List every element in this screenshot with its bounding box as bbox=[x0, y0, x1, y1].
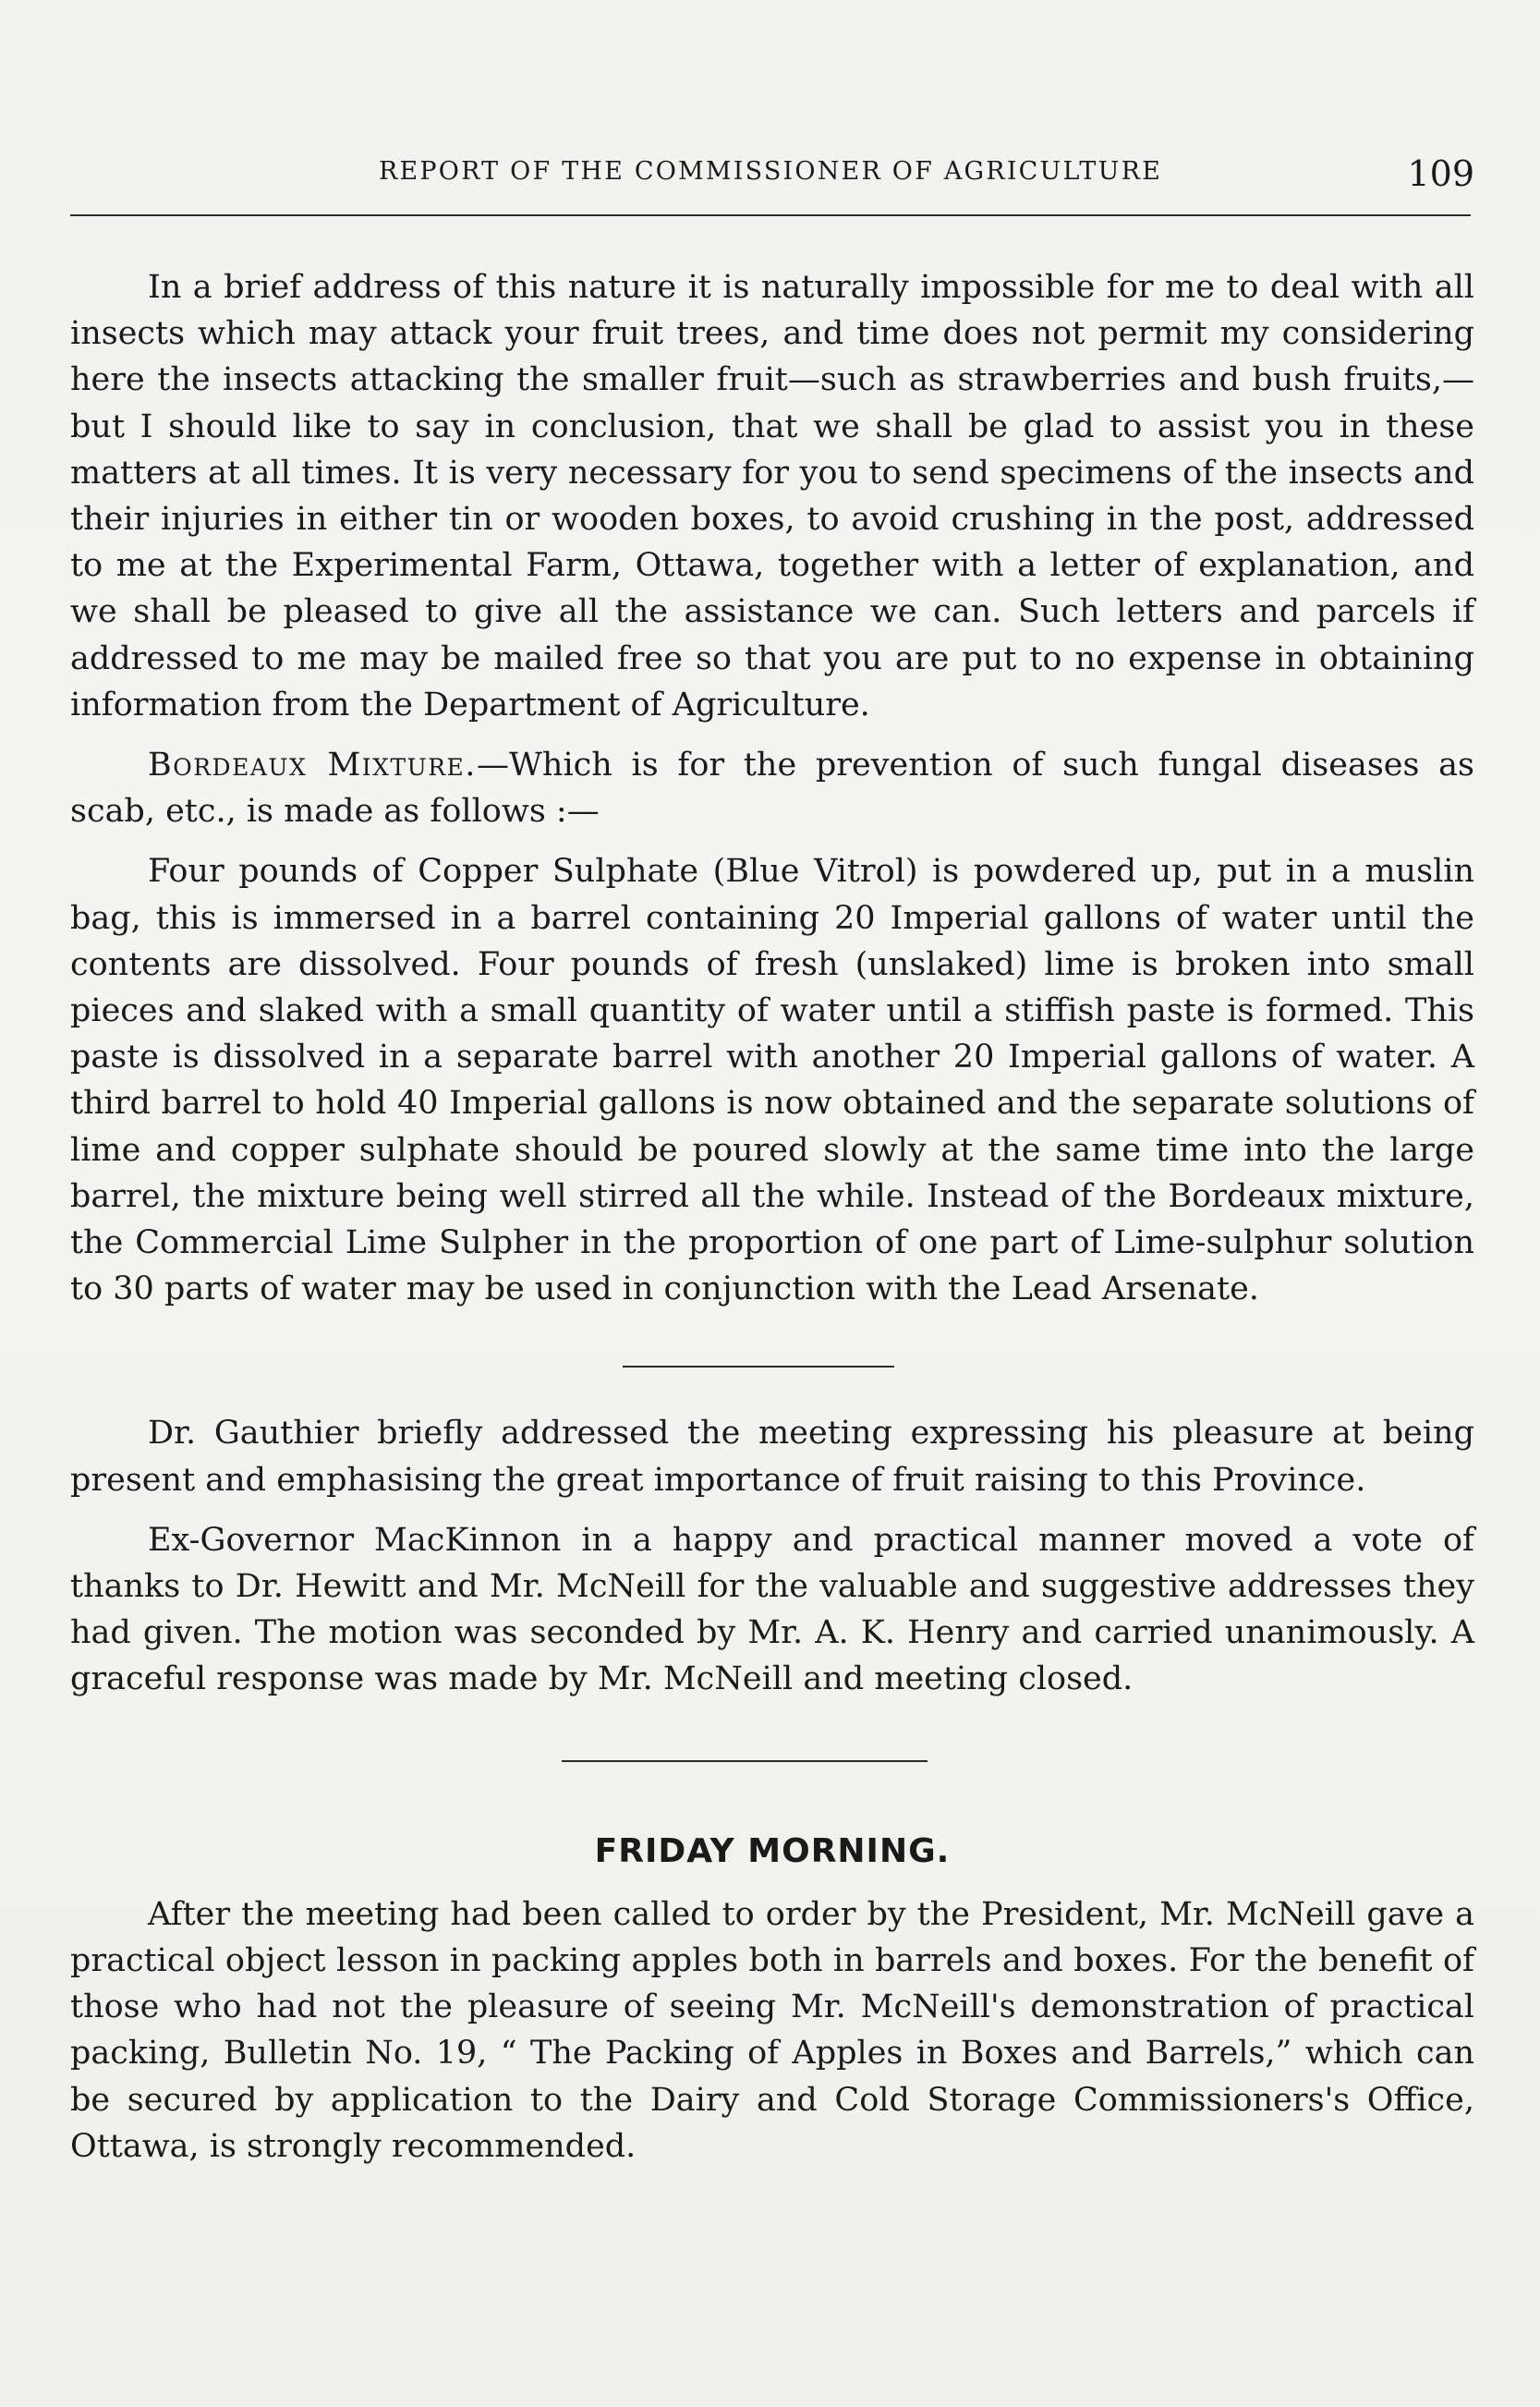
paragraph-friday-morning: After the meeting had been called to order by the President, Mr. McNeill gave a practical object lesson in packing apples both in barrels and boxes. For the benefit of those who had not the pleasure of seeing Mr. McNeill's demonstration of practical packing, Bulletin No. 19, “ The Packing of Apples in Boxes and Barrels,” which can be secured by application to the Dairy and Cold Storage Commissioners's Office, Ottawa, is strongly recommended. bbox=[70, 1895, 1474, 2165]
paragraph-mackinnon: Ex-Governor MacKinnon in a happy and practical manner moved a vote of thanks to Dr. Hewitt and Mr. McNeill for the valuable and suggestive addresses they had given. The motion was seconded by Mr. A. K. Henry and carried unanimously. A graceful response was made by Mr. McNeill and meeting closed. bbox=[70, 1521, 1474, 1698]
page-header bbox=[67, 153, 1474, 209]
section-divider bbox=[562, 1760, 928, 1762]
body-text bbox=[70, 264, 1474, 2170]
section-divider bbox=[623, 1366, 894, 1368]
bordeaux-intro-text: —Which is for the prevention of such fungal diseases as scab, etc., is made as follows :— bbox=[70, 747, 1474, 831]
section-heading: FRIDAY MORNING. bbox=[594, 1831, 951, 1870]
paragraph-insects: In a brief address of this nature it is naturally impossible for me to deal with all insects which may attack your fruit trees, and time does not permit my considering here the insects attacking the smaller fruit—such as strawberries and bush fruits,—but I should like to say in conclusion, that we shall be glad to assist you in these matters at all times. It is very necessary for you to send specimens of the insects and their injuries in either tin or wooden boxes, to avoid crushing in the post, addressed to me at the Experimental Farm, Ottawa, together with a letter of explanation, and we shall be pleased to give all the assistance we can. Such letters and parcels if addressed to me may be mailed free so that you are put to no expense in obtaining information from the Department of Agriculture. bbox=[70, 269, 1474, 723]
bordeaux-lead: Bordeaux Mixture. bbox=[148, 747, 477, 784]
paragraph-bordeaux-intro bbox=[70, 742, 1474, 834]
paragraph-bordeaux-recipe: Four pounds of Copper Sulphate (Blue Vitrol) is powdered up, put in a muslin bag, this is immersed in a barrel containing 20 Imperial gallons of water until the contents are dissolved. Four pounds of fresh (unslaked) lime is broken into small pieces and slaked with a small quantity of water until a stiffish paste is formed. This paste is dissolved in a separate barrel with another 20 Imperial gallons of water. A third barrel to hold 40 Imperial gallons is now obtained and the separate solutions of lime and copper sulphate should be poured slowly at the same time into the large barrel, the mixture being well stirred all the while. Instead of the Bordeaux mixture, the Commercial Lime Sulpher in the proportion of one part of Lime-sulphur solution to 30 parts of water may be used in conjunction with the Lead Arsenate. bbox=[70, 853, 1474, 1308]
header-rule bbox=[70, 214, 1471, 216]
running-title: REPORT OF THE COMMISSIONER OF AGRICULTURE bbox=[378, 157, 1163, 186]
page-number: 109 bbox=[1407, 153, 1474, 194]
paragraph-gauthier: Dr. Gauthier briefly addressed the meeting expressing his pleasure at being present and emphasising the great importance of fruit raising to this Province. bbox=[70, 1415, 1474, 1499]
